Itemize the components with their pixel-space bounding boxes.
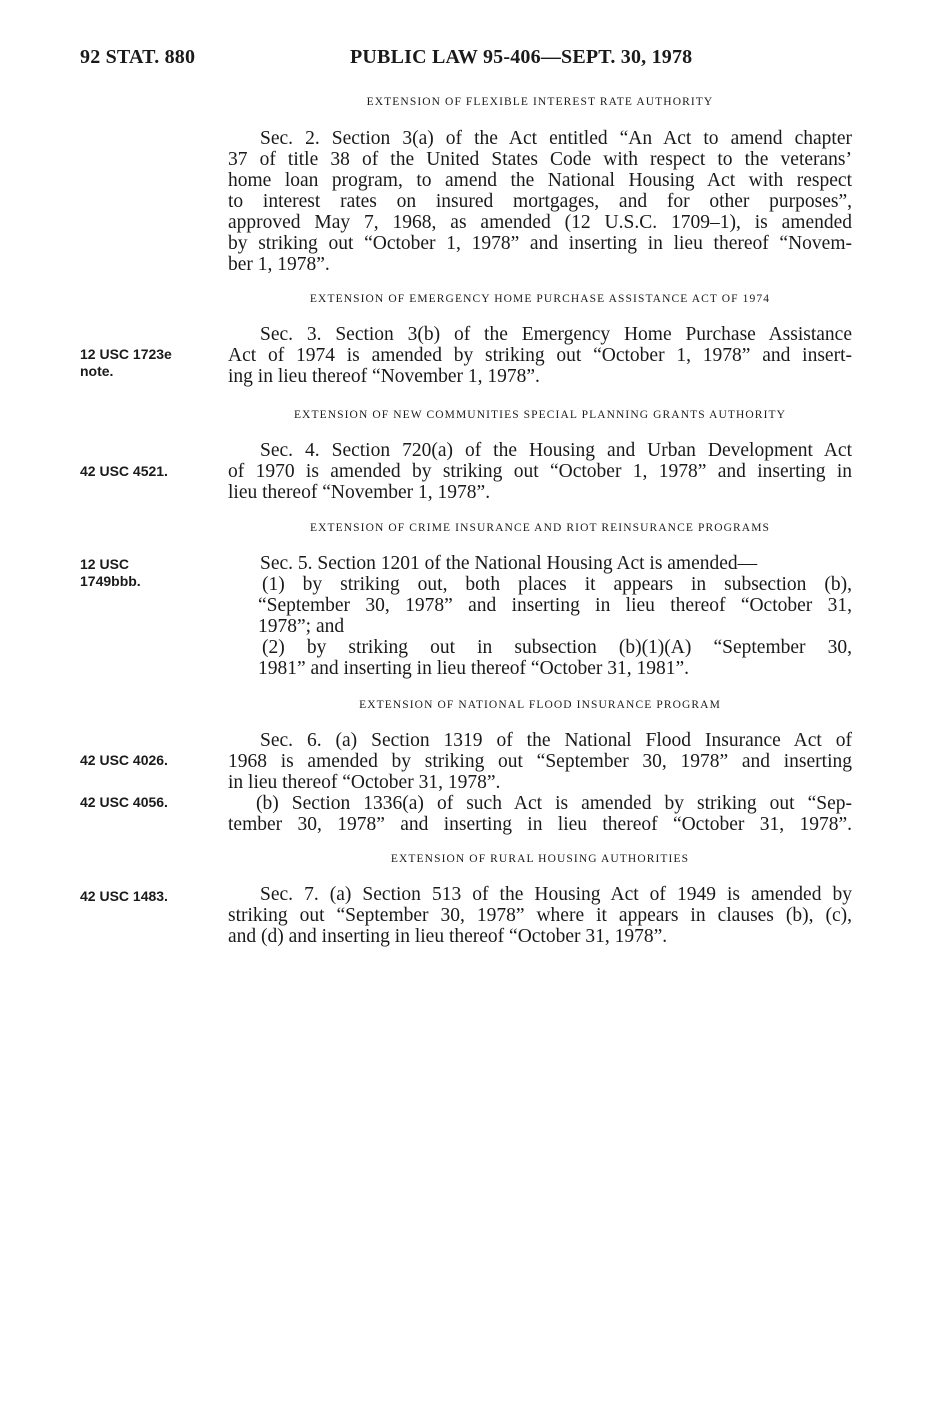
text-line: 1978”; and <box>258 616 345 637</box>
text-line: 37 of title 38 of the United States Code with respect to the veterans’ <box>228 149 852 170</box>
text-line: (2) by striking out in subsection (b)(1)(A) “September 30, <box>262 637 852 658</box>
text-line: Act of 1974 is amended by striking out “October 1, 1978” and insert- <box>228 345 852 366</box>
text-line: 1968 is amended by striking out “September 30, 1978” and inserting <box>228 751 852 772</box>
section-paragraph <box>228 884 852 947</box>
margin-note-line: 12 USC 1723e <box>80 346 172 362</box>
section-heading: EXTENSION OF RURAL HOUSING AUTHORITIES <box>390 853 690 865</box>
section-paragraph <box>228 553 852 679</box>
margin-note-line: 1749bbb. <box>80 573 141 589</box>
text-line: lieu thereof “November 1, 1978”. <box>228 482 491 503</box>
margin-citation <box>80 752 220 769</box>
text-line: (b) Section 1336(a) of such Act is amended by striking out “Sep- <box>256 793 852 814</box>
section-heading: EXTENSION OF EMERGENCY HOME PURCHASE ASSISTANCE ACT OF 1974 <box>309 293 771 305</box>
margin-note-line: 42 USC 1483. <box>80 888 168 904</box>
text-line: “September 30, 1978” and inserting in lieu thereof “October 31, <box>258 595 852 616</box>
text-line: of 1970 is amended by striking out “October 1, 1978” and inserting in <box>228 461 852 482</box>
text-line: Sec. 5. Section 1201 of the National Housing Act is amended— <box>260 553 758 574</box>
text-line: tember 30, 1978” and inserting in lieu thereof “October 31, 1978”. <box>228 814 852 835</box>
margin-note-line: 42 USC 4056. <box>80 794 168 810</box>
text-line: approved May 7, 1968, as amended (12 U.S.C. 1709–1), is amended <box>228 212 852 233</box>
margin-citation <box>80 556 220 590</box>
margin-citation <box>80 463 220 480</box>
text-line: in lieu thereof “October 31, 1978”. <box>228 772 501 793</box>
section-heading: EXTENSION OF CRIME INSURANCE AND RIOT REINSURANCE PROGRAMS <box>309 522 771 534</box>
text-line: (1) by striking out, both places it appears in subsection (b), <box>262 574 852 595</box>
text-line: Sec. 7. (a) Section 513 of the Housing Act of 1949 is amended by <box>260 884 852 905</box>
margin-note-line: 12 USC <box>80 556 130 572</box>
text-line: home loan program, to amend the National Housing Act with respect <box>228 170 852 191</box>
margin-citation <box>80 888 220 905</box>
text-line: 1981” and inserting in lieu thereof “October 31, 1981”. <box>258 658 690 679</box>
text-line: and (d) and inserting in lieu thereof “October 31, 1978”. <box>228 926 668 947</box>
section-paragraph <box>228 440 852 503</box>
section-heading: EXTENSION OF FLEXIBLE INTEREST RATE AUTHORITY <box>366 96 714 108</box>
text-line: ing in lieu thereof “November 1, 1978”. <box>228 366 540 387</box>
margin-citation <box>80 794 220 811</box>
section-heading: EXTENSION OF NEW COMMUNITIES SPECIAL PLANNING GRANTS AUTHORITY <box>293 409 787 421</box>
text-line: Sec. 3. Section 3(b) of the Emergency Home Purchase Assistance <box>260 324 852 345</box>
margin-note-line: 42 USC 4521. <box>80 463 168 479</box>
margin-citation <box>80 346 220 380</box>
text-line: striking out “September 30, 1978” where it appears in clauses (b), (c), <box>228 905 852 926</box>
text-line: Sec. 2. Section 3(a) of the Act entitled “An Act to amend chapter <box>260 128 852 149</box>
margin-note-line: 42 USC 4026. <box>80 752 168 768</box>
section-heading: EXTENSION OF NATIONAL FLOOD INSURANCE PROGRAM <box>359 699 721 711</box>
margin-note-line: note. <box>80 363 114 379</box>
page-title: PUBLIC LAW 95-406—SEPT. 30, 1978 <box>350 46 693 68</box>
text-line: Sec. 6. (a) Section 1319 of the National Flood Insurance Act of <box>260 730 852 751</box>
section-paragraph <box>228 324 852 387</box>
page-reference: 92 STAT. 880 <box>80 46 196 68</box>
section-paragraph <box>228 128 852 275</box>
text-line: by striking out “October 1, 1978” and inserting in lieu thereof “Novem- <box>228 233 852 254</box>
text-line: to interest rates on insured mortgages, and for other purposes”, <box>228 191 852 212</box>
section-paragraph <box>228 730 852 835</box>
text-line: Sec. 4. Section 720(a) of the Housing and Urban Development Act <box>260 440 852 461</box>
text-line: ber 1, 1978”. <box>228 254 330 275</box>
